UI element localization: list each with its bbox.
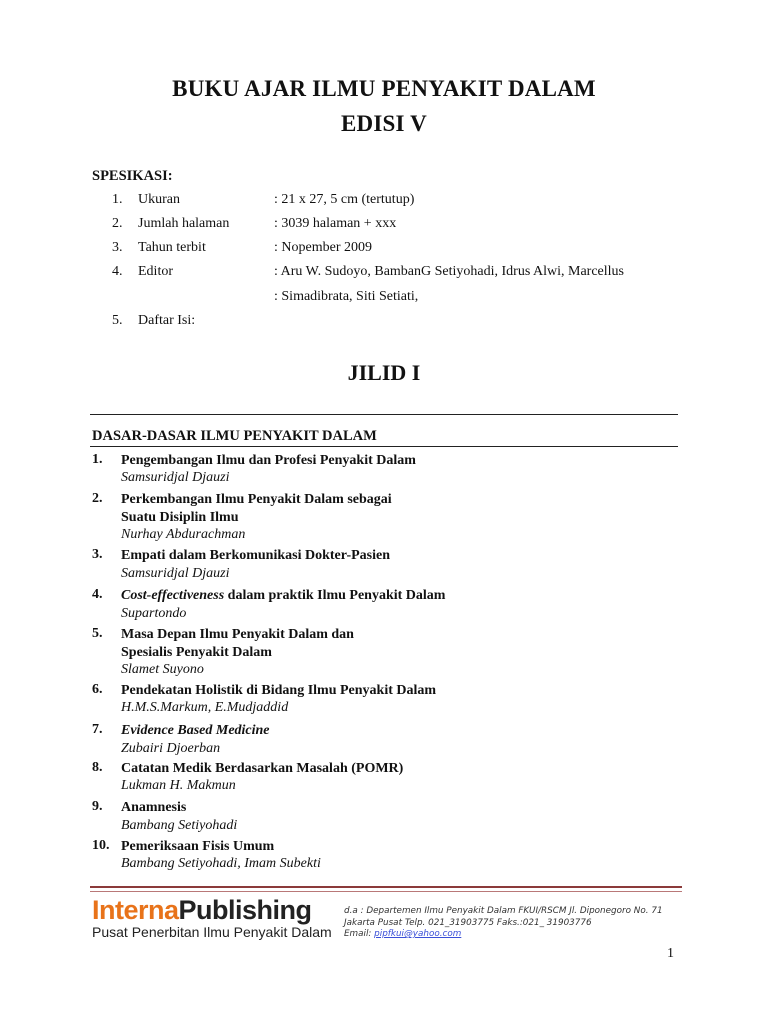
toc-title: Empati dalam Berkomunikasi Dokter-Pasien bbox=[121, 548, 390, 563]
toc-title bbox=[121, 587, 445, 605]
address-line: Jakarta Pusat Telp. 021_31903775 Faks.:021_ 31903776 bbox=[344, 917, 592, 928]
page-number: 1 bbox=[667, 946, 674, 961]
address-line: d.a : Departemen Ilmu Penyakit Dalam FKUI/RSCM Jl. Diponegoro No. 71 bbox=[344, 906, 663, 916]
section-heading: DASAR-DASAR ILMU PENYAKIT DALAM bbox=[92, 428, 377, 444]
toc-number: 1. bbox=[92, 452, 103, 467]
toc-author: Bambang Setiyohadi bbox=[121, 818, 238, 833]
toc-number: 2. bbox=[92, 491, 103, 506]
toc-author: H.M.S.Markum, E.Mudjaddid bbox=[121, 700, 289, 715]
divider bbox=[90, 414, 678, 415]
email-link[interactable]: pipfkui@yahoo.com bbox=[374, 929, 462, 939]
toc-title: Pemeriksaan Fisis Umum bbox=[121, 839, 275, 854]
spec-label: Editor bbox=[138, 264, 173, 279]
spec-value: : Nopember 2009 bbox=[274, 240, 372, 255]
spec-value: : Aru W. Sudoyo, BambanG Setiyohadi, Idrus Alwi, Marcellus bbox=[274, 264, 624, 279]
toc-number: 4. bbox=[92, 587, 103, 602]
toc-title-cont: Suatu Disiplin Ilmu bbox=[121, 510, 239, 525]
toc-title-italic: Evidence Based Medicine bbox=[121, 723, 270, 738]
toc-author: Bambang Setiyohadi, Imam Subekti bbox=[121, 856, 321, 871]
toc-number: 5. bbox=[92, 626, 103, 641]
toc-title: Perkembangan Ilmu Penyakit Dalam sebagai bbox=[121, 492, 392, 507]
toc-author: Samsuridjal Djauzi bbox=[121, 566, 230, 581]
divider bbox=[90, 446, 678, 447]
toc-title-italic: Cost-effectiveness bbox=[121, 588, 225, 603]
toc-number: 3. bbox=[92, 547, 103, 562]
toc-number: 7. bbox=[92, 722, 103, 737]
publisher-logo bbox=[92, 894, 342, 944]
toc-title bbox=[121, 722, 270, 740]
toc-author: Zubairi Djoerban bbox=[121, 741, 221, 756]
toc-author: Lukman H. Makmun bbox=[121, 778, 236, 793]
logo-wordmark bbox=[92, 894, 312, 926]
spec-label: Ukuran bbox=[138, 192, 180, 207]
spec-value: : Simadibrata, Siti Setiati, bbox=[274, 289, 419, 304]
book-edition: EDISI V bbox=[341, 111, 427, 136]
spec-value: : 3039 halaman + xxx bbox=[274, 216, 397, 231]
toc-title: Anamnesis bbox=[121, 800, 187, 815]
toc-author: Slamet Suyono bbox=[121, 662, 204, 677]
toc-number: 9. bbox=[92, 799, 103, 814]
toc-title: Masa Depan Ilmu Penyakit Dalam dan bbox=[121, 627, 354, 642]
toc-number: 10. bbox=[92, 838, 110, 853]
spec-num: 1. bbox=[112, 192, 123, 207]
spec-value: : 21 x 27, 5 cm (tertutup) bbox=[274, 192, 415, 207]
spec-heading: SPESIKASI: bbox=[92, 168, 173, 184]
logo-wordmark-part2: Publishing bbox=[178, 895, 312, 925]
logo-tagline: Pusat Penerbitan Ilmu Penyakit Dalam bbox=[92, 924, 332, 940]
toc-title-cont: Spesialis Penyakit Dalam bbox=[121, 645, 272, 660]
toc-number: 8. bbox=[92, 760, 103, 775]
toc-number: 6. bbox=[92, 682, 103, 697]
volume-heading: JILID I bbox=[347, 360, 421, 385]
toc-author: Nurhay Abdurachman bbox=[121, 527, 246, 542]
toc-title: Pengembangan Ilmu dan Profesi Penyakit Dalam bbox=[121, 453, 416, 468]
spec-num: 2. bbox=[112, 216, 123, 231]
footer-rule bbox=[90, 886, 682, 888]
toc-author: Samsuridjal Djauzi bbox=[121, 470, 230, 485]
email-label: Email: bbox=[344, 929, 375, 939]
toc-title: Catatan Medik Berdasarkan Masalah (POMR) bbox=[121, 761, 404, 776]
spec-num: 5. bbox=[112, 313, 123, 328]
book-title: BUKU AJAR ILMU PENYAKIT DALAM bbox=[172, 76, 596, 101]
logo-wordmark-part1: Interna bbox=[92, 895, 179, 925]
toc-author: Supartondo bbox=[121, 606, 187, 621]
spec-num: 3. bbox=[112, 240, 123, 255]
toc-title-rest: dalam praktik Ilmu Penyakit Dalam bbox=[224, 588, 446, 603]
toc-title: Pendekatan Holistik di Bidang Ilmu Penyakit Dalam bbox=[121, 683, 437, 698]
spec-num: 4. bbox=[112, 264, 123, 279]
publisher-address bbox=[344, 906, 663, 941]
email-line bbox=[344, 929, 663, 941]
spec-label: Jumlah halaman bbox=[138, 216, 230, 231]
spec-label: Daftar Isi: bbox=[138, 313, 196, 328]
footer-rule-thin bbox=[90, 891, 682, 892]
spec-label: Tahun terbit bbox=[138, 240, 206, 255]
